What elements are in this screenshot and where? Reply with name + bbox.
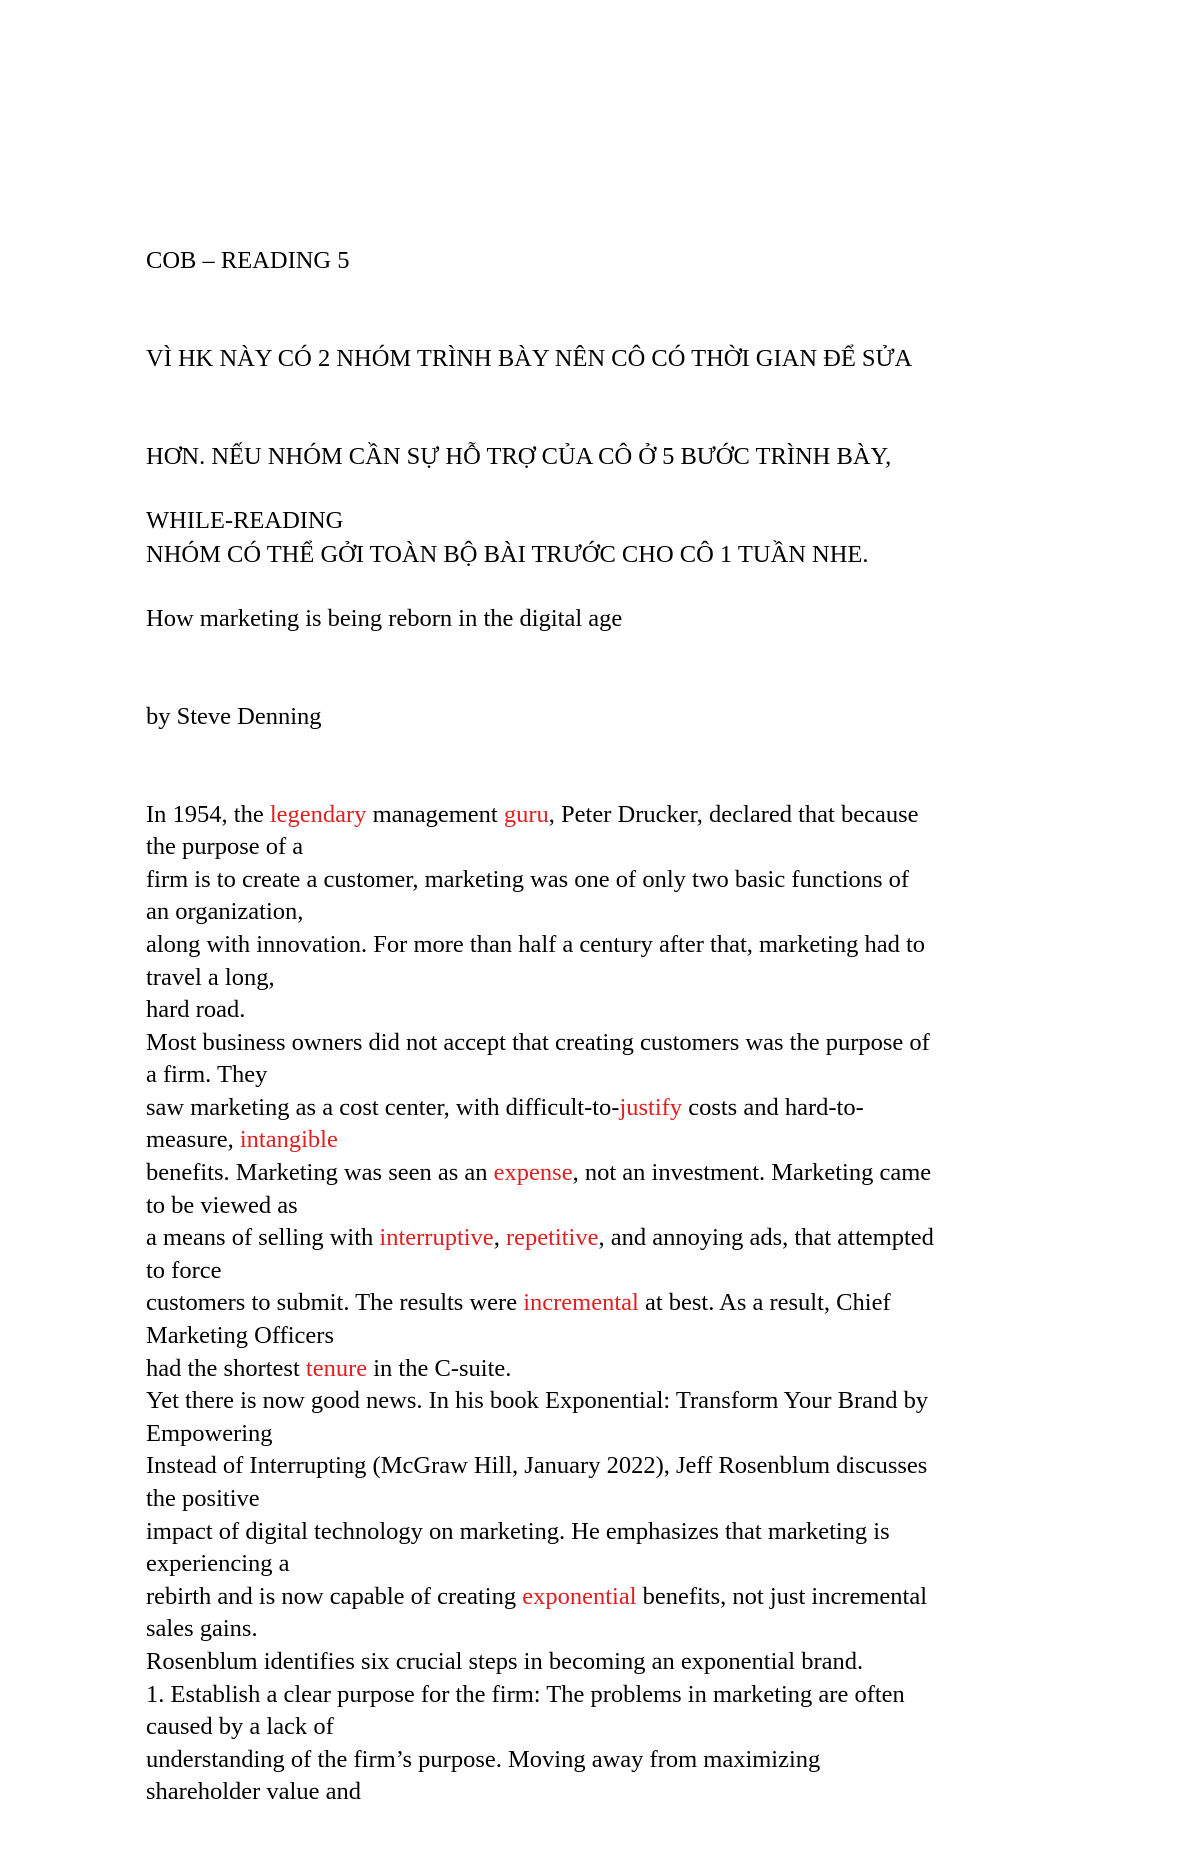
body-line [146,1255,1076,1288]
highlighted-vocab-word: repetitive [505,1224,599,1252]
body-text: , not an investment. Marketing came [572,1159,932,1187]
body-text: In 1954, the [146,800,270,828]
body-line [146,1385,1076,1418]
body-text: shareholder value and [146,1778,361,1806]
body-text: travel a long, [146,963,275,991]
body-text: impact of digital technology on marketing. He emphasizes that marketing is [146,1517,890,1545]
document-title: COB – READING 5 [146,247,350,275]
body-line [146,1776,1076,1809]
body-line [146,1157,1076,1190]
body-line [146,1287,1076,1320]
body-text: , Peter Drucker, declared that because [548,800,919,828]
article-author: by Steve Denning [146,702,322,730]
teacher-note-line: NHÓM CÓ THỂ GỞI TOÀN BỘ BÀI TRƯỚC CHO CÔ 1 TUẦN NHE. [146,540,869,568]
body-line [146,962,1076,995]
body-text: experiencing a [146,1550,290,1578]
body-line [146,994,1076,1027]
body-text: at best. As a result, Chief [638,1289,891,1317]
body-text: costs and hard-to- [682,1093,864,1121]
body-text: customers to submit. The results were [146,1289,524,1317]
body-line [146,1222,1076,1255]
body-line [146,1679,1076,1712]
highlighted-vocab-word: justify [619,1093,683,1121]
body-text: Empowering [146,1419,273,1447]
body-line [146,1581,1076,1614]
body-text: benefits, not just incremental [636,1582,928,1610]
body-line [146,1711,1076,1744]
body-line [146,831,1076,864]
body-text: benefits. Marketing was seen as an [146,1159,494,1187]
highlighted-vocab-word: incremental [523,1289,639,1317]
highlighted-vocab-word: exponential [522,1582,637,1610]
section-heading: WHILE-READING [146,507,344,535]
highlighted-vocab-word: guru [503,800,549,828]
body-text: the positive [146,1485,260,1512]
body-text: , [493,1224,506,1252]
body-line [146,1646,1076,1679]
body-text: had the shortest [146,1354,306,1382]
body-line [146,1418,1076,1451]
body-text: a firm. They [146,1061,268,1089]
body-line [146,1353,1076,1386]
body-text: in the C-suite. [367,1354,512,1382]
body-text: Instead of Interrupting (McGraw Hill, January 2022), Jeff Rosenblum discusses [146,1452,928,1480]
teacher-note-line: HƠN. NẾU NHÓM CẦN SỰ HỖ TRỢ CỦA CÔ Ở 5 BƯỚC TRÌNH BÀY, [146,442,892,470]
reading-block [146,440,1076,1874]
teacher-note-line: VÌ HK NÀY CÓ 2 NHÓM TRÌNH BÀY NÊN CÔ CÓ THỜI GIAN ĐỂ SỬA [146,344,913,372]
body-line [146,929,1076,962]
body-text: Marketing Officers [146,1322,334,1350]
body-text: understanding of the firm’s purpose. Moving away from maximizing [146,1745,821,1773]
body-text: a means of selling with [146,1224,380,1252]
body-line [146,1744,1076,1777]
body-line [146,1027,1076,1060]
body-text: measure, [146,1126,240,1154]
body-line [146,1059,1076,1092]
body-line [146,799,1076,832]
body-text: firm is to create a customer, marketing was one of only two basic functions of [146,865,910,893]
body-text: Most business owners did not accept that creating customers was the purpose of [146,1028,930,1056]
body-line [146,1124,1076,1157]
body-line [146,864,1076,897]
article-title: How marketing is being reborn in the digital age [146,604,623,632]
highlighted-vocab-word: interruptive [379,1224,494,1252]
body-line [146,1190,1076,1223]
body-line [146,1320,1076,1353]
body-line [146,1450,1076,1483]
body-text: saw marketing as a cost center, with difficult-to- [146,1093,620,1121]
body-text: to force [146,1256,222,1284]
body-text: an organization, [146,898,304,926]
body-line [146,1483,1076,1516]
highlighted-vocab-word: expense [493,1159,573,1187]
body-text: , and annoying ads, that attempted [598,1224,934,1252]
body-text: along with innovation. For more than half a century after that, marketing had to [146,930,926,958]
highlighted-vocab-word: intangible [239,1126,338,1154]
body-text: the purpose of a [146,833,304,861]
body-line [146,1613,1076,1646]
body-line [146,1548,1076,1581]
article-body [146,799,1076,1809]
body-text: to be viewed as [146,1191,298,1219]
body-text: Rosenblum identifies six crucial steps in becoming an exponential brand. [146,1647,864,1675]
highlighted-vocab-word: tenure [305,1354,368,1382]
body-text: management [366,800,504,828]
body-text: caused by a lack of [146,1713,334,1741]
body-line [146,896,1076,929]
body-text: 1. Establish a clear purpose for the firm: The problems in marketing are often [146,1680,905,1708]
body-line [146,1516,1076,1549]
highlighted-vocab-word: legendary [269,800,367,828]
body-text: sales gains. [146,1615,258,1643]
body-line [146,1092,1076,1125]
body-text: Yet there is now good news. In his book Exponential: Transform Your Brand by [146,1387,929,1415]
body-text: hard road. [146,996,246,1024]
body-text: rebirth and is now capable of creating [146,1582,523,1610]
